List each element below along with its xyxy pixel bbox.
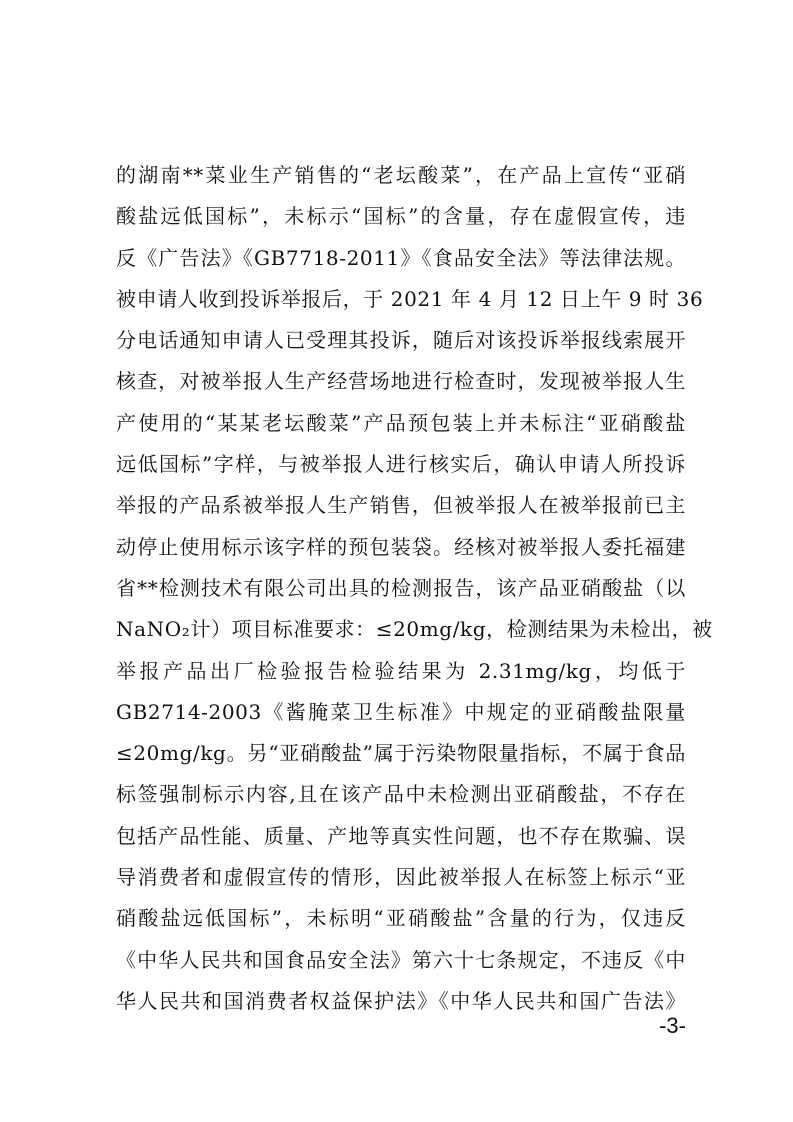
- text-line-1: 的湖南**菜业生产销售的“老坛酸菜”，在产品上宣传“亚硝: [116, 163, 686, 187]
- text-line-4: 被申请人收到投诉举报后，于 2021 年 4 月 12 日上午 9 时 36: [116, 286, 704, 311]
- text-line-10: 动停止使用标示该字样的预包装袋。经核对被举报人委托福建: [116, 534, 686, 559]
- text-line-9: 举报的产品系被举报人生产销售，但被举报人在被举报前已主: [116, 493, 686, 518]
- text-line-14: GB2714-2003《酱腌菜卫生标准》中规定的亚硝酸盐限量: [116, 699, 686, 724]
- text-line-15: ≤20mg/kg。另“亚硝酸盐”属于污染物限量指标，不属于食品: [116, 741, 686, 766]
- text-line-20: 《中华人民共和国食品安全法》第六十七条规定，不违反《中: [116, 947, 686, 972]
- text-line-13: 举报产品出厂检验报告检验结果为 2.31mg/kg，均低于: [116, 658, 686, 683]
- body-text: [116, 155, 713, 1022]
- text-line-16: 标签强制标示内容,且在该产品中未检测出亚硝酸盐，不存在: [116, 782, 686, 807]
- text-line-21: 华人民共和国消费者权益保护法》《中华人民共和国广告法》: [116, 988, 686, 1013]
- text-line-7: 产使用的“某某老坛酸菜”产品预包装上并未标注“亚硝酸盐: [116, 410, 686, 435]
- text-line-8: 远低国标”字样，与被举报人进行核实后，确认申请人所投诉: [116, 452, 686, 477]
- text-line-17: 包括产品性能、质量、产地等真实性问题，也不存在欺骗、误: [116, 823, 686, 848]
- text-line-19: 硝酸盐远低国标”，未标明“亚硝酸盐”含量的行为，仅违反: [116, 906, 686, 931]
- page-number: -3-: [659, 1013, 686, 1038]
- text-line-6: 核查，对被举报人生产经营场地进行检查时，发现被举报人生: [116, 369, 686, 394]
- text-line-5: 分电话通知申请人已受理其投诉，随后对该投诉举报线索展开: [116, 328, 686, 353]
- text-line-2: 酸盐远低国标”，未标示“国标”的含量，存在虚假宣传，违: [116, 204, 686, 229]
- text-line-3: 反《广告法》《GB7718-2011》《食品安全法》等法律法规。: [116, 245, 686, 270]
- text-line-18: 导消费者和虚假宣传的情形，因此被举报人在标签上标示“亚: [116, 865, 686, 890]
- text-line-12: NaNO₂计）项目标准要求：≤20mg/kg，检测结果为未检出，被: [116, 617, 713, 642]
- text-line-11: 省**检测技术有限公司出具的检测报告，该产品亚硝酸盐（以: [116, 575, 686, 600]
